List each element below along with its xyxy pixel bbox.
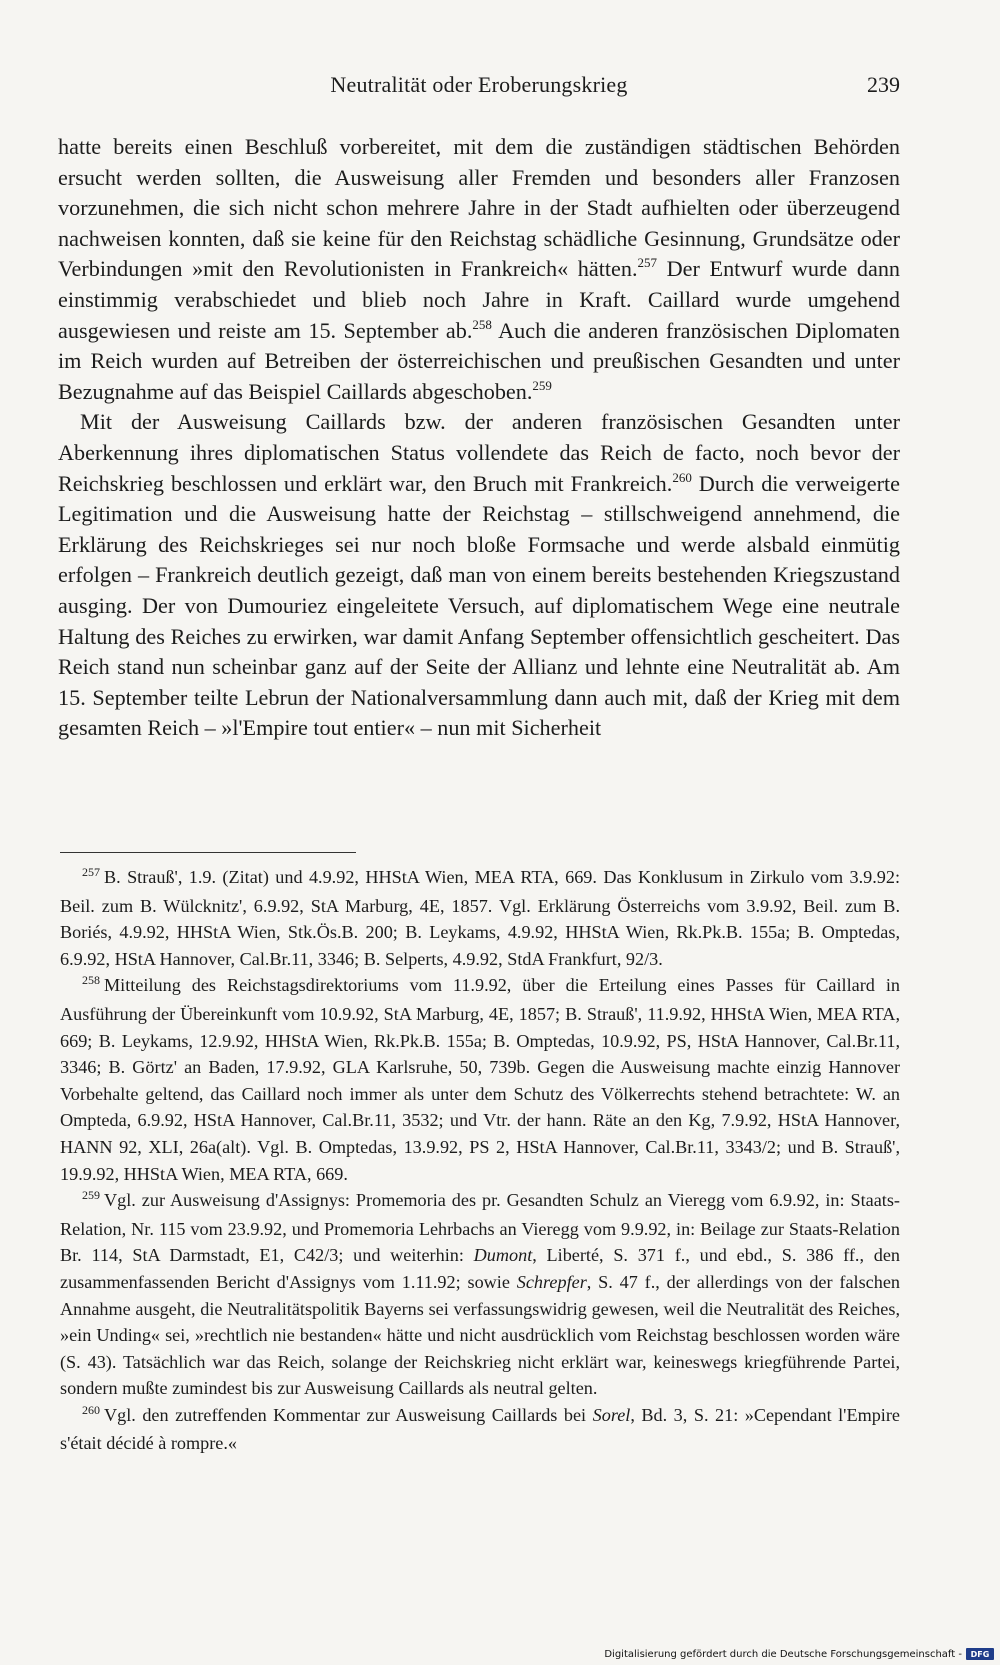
footnote-260 (60, 1402, 900, 1457)
footnotes (60, 864, 900, 1457)
running-head (58, 72, 900, 106)
digitization-note: Digitalisierung gefördert durch die Deutsche Forschungsgemeinschaft - (604, 1648, 962, 1660)
footnote-258 (60, 972, 900, 1187)
footnote-text: , Bd. 3, S. 21: »Cependant l'Empire s'était décidé à rompre.« (60, 1404, 900, 1454)
footnote-text: Vgl. den zutreffenden Kommentar zur Ausweisung Caillards bei (104, 1404, 593, 1425)
footnote-text: B. Strauß', 1.9. (Zitat) und 4.9.92, HHStA Wien, MEA RTA, 669. Das Konklusum in Zirkulo vom 3.9.92: Beil. zum B. Wülcknitz', 6.9.92, StA Marburg, 4E, 1857. Vgl. Erklärung Österreichs vom 3.9.92, Beil. zum B. Boriés, 4.9.92, HHStA Wien, Stk.Ös.B. 200; B. Leykams, 4.9.92, HHStA Wien, Rk.Pk.B. 155a; B. Omptedas, 6.9.92, HStA Hannover, Cal.Br.11, 3346; B. Selperts, 4.9.92, StdA Frankfurt, 92/3. (60, 867, 900, 969)
footnote-text: , Liberté, S. 371 f., und ebd., S. 386 ff., den zusammenfassenden Bericht d'Assignys vom 1.11.92; sowie (60, 1245, 900, 1292)
footnote-259 (60, 1187, 900, 1402)
cited-author-schrepfer: Schrepfer (516, 1271, 587, 1292)
paragraph-2-text-a: Mit der Ausweisung Caillards bzw. der anderen französischen Gesandten unter Aberkennung ihres diplomatischen Status vollendete das Reich de facto, noch bevor der Reichskrieg beschlossen und erklärt war, den Bruch mit Frankreich. (58, 409, 900, 496)
footnote-text: Mitteilung des Reichstagsdirektoriums vom 11.9.92, über die Erteilung eines Passes für Caillard in Ausführung der Übereinkunft vom 10.9.92, StA Marburg, 4E, 1857; B. Strauß', 11.9.92, HHStA Wien, MEA RTA, 669; B. Leykams, 12.9.92, HHStA Wien, Rk.Pk.B. 155a; B. Omptedas, 10.9.92, PS, HStA Hannover, Cal.Br.11, 3346; B. Görtz' an Baden, 17.9.92, GLA Karlsruhe, 50, 739b. Gegen die Ausweisung machte einzig Hannover Vorbehalte geltend, das Caillard noch immer als unter dem Schutz des Völkerrechts stehend betrachtete: W. an Ompteda, 6.9.92, HStA Hannover, Cal.Br.11, 3532; und Vtr. der hann. Räte an den Kg, 7.9.92, HStA Hannover, HANN 92, XLI, 26a(alt). Vgl. B. Omptedas, 13.9.92, PS 2, HStA Hannover, Cal.Br.11, 3343/2; und B. Strauß', 19.9.92, HHStA Wien, MEA RTA, 669. (60, 975, 900, 1184)
paragraph-2 (58, 407, 900, 744)
footnote-number: 259 (82, 1188, 100, 1203)
footnote-text: Vgl. zur Ausweisung d'Assignys: Promemoria des pr. Gesandten Schulz an Vieregg vom 6.9.92, in: Staats-Relation, Nr. 115 vom 23.9.92, und Promemoria Lehrbachs an Vieregg vom 9.9.92, in: Beilage zur Staats-Relation Br. 114, StA Darmstadt, E1, C42/3; und weiterhin: (60, 1190, 900, 1266)
paragraph-1-text-a: hatte bereits einen Beschluß vorbereitet, mit dem die zuständigen städtischen Behörden ersucht werden sollten, die Ausweisung aller Fremden und besonders aller Franzosen vorzunehmen, die sich nicht schon mehrere Jahre in der Stadt aufhielten oder überzeugend nachweisen konnten, daß sie keine für den Reichstag schädliche Gesinnung, Grundsätze oder Verbindungen »mit den Revolutionisten in Frankreich« hätten. (58, 134, 900, 282)
cited-author-sorel: Sorel (592, 1404, 631, 1425)
running-title: Neutralität oder Eroberungskrieg (330, 72, 628, 97)
footnote-divider (60, 852, 356, 853)
footnote-number: 260 (82, 1402, 100, 1417)
paragraph-1-text-b: Der Entwurf wurde dann einstimmig verabschiedet und blieb noch Jahre in Kraft. Caillard wurde umgehend ausgewiesen und reiste am 15. September ab. (58, 256, 901, 343)
footnote-number: 258 (82, 973, 100, 988)
page-number: 239 (867, 72, 900, 97)
footnote-text: , S. 47 f., der allerdings von der falschen Annahme ausgeht, die Neutralitätspolitik Bayerns sei verfassungswidrig gewesen, weil die Neutralität des Reiches, »ein Unding« sei, »rechtlich nie bestanden« hätte und nicht ausdrücklich vom Reichstag beschlossen worden wäre (S. 43). Tatsächlich war das Reich, solange der Reichskrieg nicht erklärt war, keineswegs kriegführende Partei, sondern mußte zumindest bis zur Ausweisung Caillards als neutral gelten. (60, 1271, 900, 1399)
footnote-ref-258[interactable]: 258 (472, 316, 492, 332)
footnote-257 (60, 864, 900, 972)
main-text (58, 132, 900, 744)
cited-author-dumont: Dumont (473, 1245, 533, 1266)
paragraph-1-text-c: Auch die anderen französischen Diplomaten im Reich wurden auf Betreiben der österreichischen und preußischen Gesandten und unter Bezugnahme auf das Beispiel Caillards abgeschoben. (58, 317, 901, 404)
paragraph-1 (58, 132, 900, 407)
dfg-logo-icon: DFG (966, 1648, 994, 1660)
footnote-ref-259[interactable]: 259 (532, 377, 552, 393)
footnote-number: 257 (82, 865, 100, 879)
digitization-footer (604, 1647, 994, 1661)
footnote-ref-257[interactable]: 257 (637, 255, 658, 271)
paragraph-2-text-b: Durch die verweigerte Legitimation und die Ausweisung hatte der Reichstag – stillschweigend annehmend, die Erklärung des Reichskrieges sei nur noch bloße Formsache und werde alsbald einmütig erfolgen – Frankreich deutlich gezeigt, daß man von einem bereits bestehenden Kriegszustand ausging. Der von Dumouriez eingeleitete Versuch, auf diplomatischem Wege eine neutrale Haltung des Reiches zu erwirken, war damit Anfang September offensichtlich gescheitert. Das Reich stand nun scheinbar ganz auf der Seite der Allianz und lehnte eine Neutralität ab. Am 15. September teilte Lebrun der Nationalversammlung dann auch mit, daß der Krieg mit dem gesamten Reich – »l'Empire tout entier« – nun mit Sicherheit (58, 470, 900, 741)
footnote-ref-260[interactable]: 260 (672, 469, 692, 485)
